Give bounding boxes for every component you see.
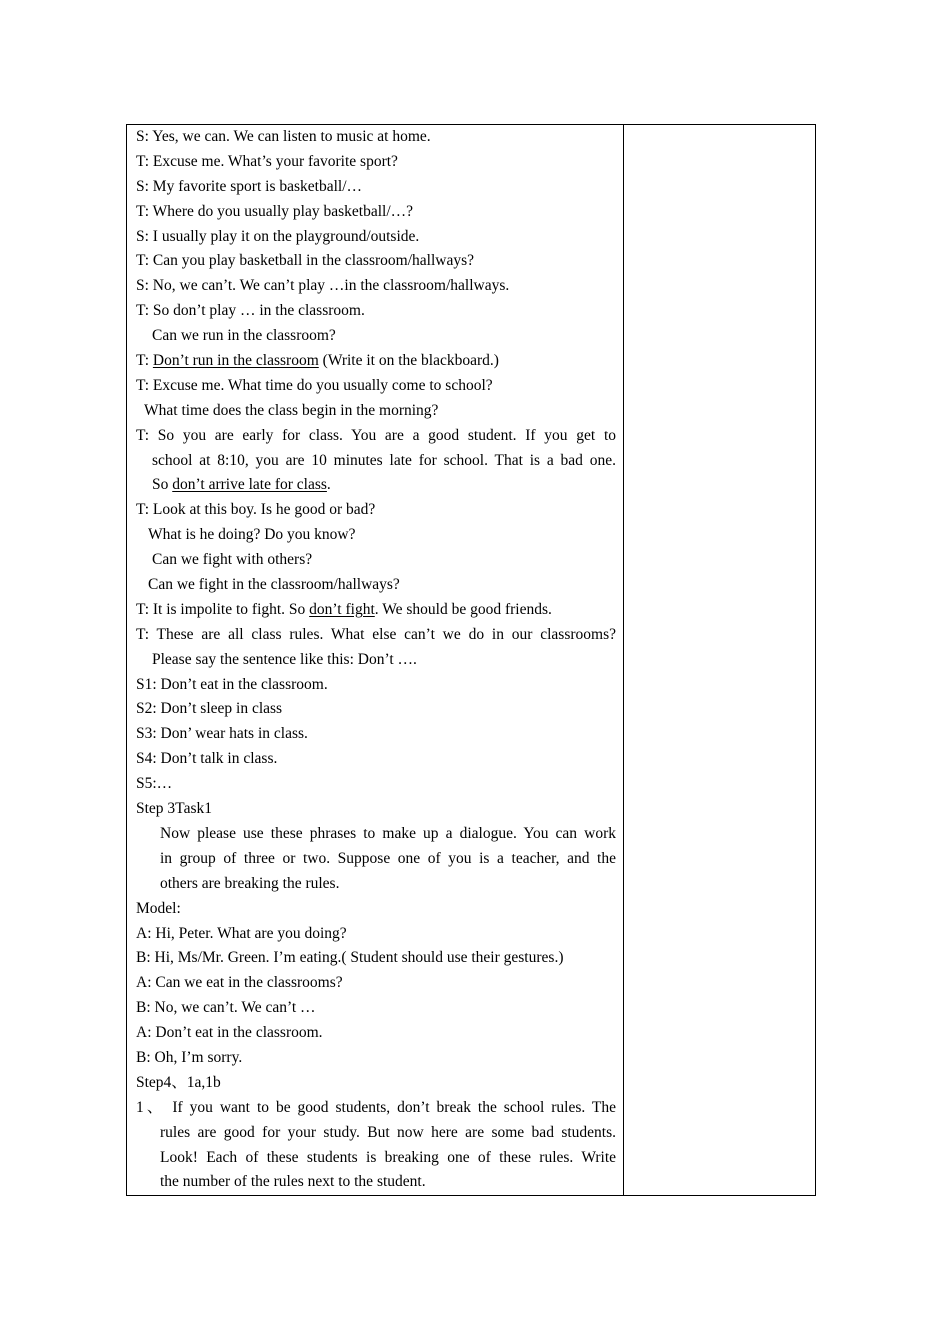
text-line (136, 175, 616, 200)
text-run: the number of the rules next to the student. (160, 1173, 426, 1191)
text-line (136, 473, 616, 498)
text-run: T: So you are early for class. You are a good student. If you get to (136, 426, 616, 444)
text-line (136, 1096, 616, 1121)
text-line (136, 1071, 616, 1096)
text-run: B: Oh, I’m sorry. (136, 1048, 243, 1066)
text-line (136, 1021, 616, 1046)
text-run: Look! Each of these students is breaking one of these rules. Write (160, 1148, 616, 1166)
text-line (136, 598, 616, 623)
text-line (136, 299, 616, 324)
procedure-cell (127, 125, 624, 1195)
text-line (136, 1146, 616, 1171)
text-line (136, 449, 616, 474)
text-run: in group of three or two. Suppose one of you is a teacher, and the (160, 849, 616, 867)
text-run: So (152, 476, 173, 494)
text-line (136, 971, 616, 996)
text-line (136, 1046, 616, 1071)
text-run: S1: Don’t eat in the classroom. (136, 675, 328, 693)
text-run: T: These are all class rules. What else can’t we do in our classrooms? (136, 625, 616, 643)
text-line (136, 872, 616, 897)
text-line (136, 722, 616, 747)
text-line (136, 697, 616, 722)
text-run: S: No, we can’t. We can’t play …in the classroom/hallways. (136, 277, 510, 295)
text-run: T: Where do you usually play basketball/…? (136, 202, 414, 220)
text-run: A: Don’t eat in the classroom. (136, 1024, 323, 1042)
text-line (136, 424, 616, 449)
text-line (136, 623, 616, 648)
text-line (136, 249, 616, 274)
text-run: S2: Don’t sleep in class (136, 700, 283, 718)
text-run: B: Hi, Ms/Mr. Green. I’m eating.( Student should use their gestures.) (136, 949, 564, 967)
procedure-text (136, 125, 616, 1195)
text-run: B: No, we can’t. We can’t … (136, 999, 316, 1017)
text-line (136, 1170, 616, 1195)
text-run: Model: (136, 899, 181, 917)
text-run: S: Yes, we can. We can listen to music at home. (136, 128, 431, 145)
text-run: What is he doing? Do you know? (148, 526, 356, 544)
text-line (136, 324, 616, 349)
text-line (136, 399, 616, 424)
text-line (136, 772, 616, 797)
text-line (136, 125, 616, 150)
text-run: What time does the class begin in the morning? (144, 401, 439, 419)
text-line (136, 922, 616, 947)
text-line (136, 673, 616, 698)
text-run: Can we run in the classroom? (152, 327, 336, 345)
underlined-phrase: don’t fight (309, 600, 375, 618)
text-line (136, 200, 616, 225)
text-run: 1、 If you want to be good students, don’t break the school rules. The (136, 1098, 616, 1116)
text-run: Step4、1a,1b (136, 1073, 221, 1091)
text-run: T: (136, 352, 153, 370)
text-run: (Write it on the blackboard.) (318, 352, 499, 370)
text-line (136, 573, 616, 598)
text-run: T: Can you play basketball in the classroom/hallways? (136, 252, 474, 270)
text-run: T: So don’t play … in the classroom. (136, 302, 365, 320)
text-line (136, 349, 616, 374)
notes-cell (624, 125, 815, 1195)
text-line (136, 1121, 616, 1146)
text-run: S5:… (136, 775, 173, 793)
text-run: school at 8:10, you are 10 minutes late for school. That is a bad one. (152, 451, 616, 469)
text-line (136, 797, 616, 822)
text-line (136, 648, 616, 673)
text-run: S: I usually play it on the playground/outside. (136, 227, 420, 245)
text-line (136, 822, 616, 847)
text-run: Step 3Task1 (136, 800, 212, 818)
text-run: . (326, 476, 331, 494)
text-line (136, 847, 616, 872)
underlined-phrase: Don’t run in the classroom (152, 352, 319, 370)
text-run: others are breaking the rules. (160, 874, 340, 892)
text-run: S4: Don’t talk in class. (136, 750, 278, 768)
text-run: . We should be good friends. (374, 600, 552, 618)
text-run: T: Excuse me. What’s your favorite sport? (136, 152, 398, 170)
text-run: Please say the sentence like this: Don’t …. (152, 650, 417, 668)
text-line (136, 150, 616, 175)
underlined-phrase: don’t arrive late for class (172, 476, 327, 494)
text-line (136, 374, 616, 399)
text-run: T: Excuse me. What time do you usually come to school? (136, 376, 493, 394)
text-run: S3: Don’ wear hats in class. (136, 725, 308, 743)
text-line (136, 747, 616, 772)
text-run: A: Can we eat in the classrooms? (136, 974, 343, 992)
text-run: T: Look at this boy. Is he good or bad? (136, 501, 376, 519)
text-run: rules are good for your study. But now here are some bad students. (160, 1123, 616, 1141)
text-line (136, 996, 616, 1021)
text-line (136, 548, 616, 573)
text-run: S: My favorite sport is basketball/… (136, 177, 363, 195)
text-run: Now please use these phrases to make up a dialogue. You can work (160, 824, 616, 842)
text-run: A: Hi, Peter. What are you doing? (136, 924, 347, 942)
text-line (136, 897, 616, 922)
text-line (136, 274, 616, 299)
text-line (136, 946, 616, 971)
text-line (136, 523, 616, 548)
text-run: Can we fight with others? (152, 551, 313, 569)
lesson-plan-table (126, 124, 816, 1196)
text-line (136, 225, 616, 250)
text-line (136, 498, 616, 523)
text-run: T: It is impolite to fight. So (136, 600, 310, 618)
text-run: Can we fight in the classroom/hallways? (148, 576, 400, 594)
